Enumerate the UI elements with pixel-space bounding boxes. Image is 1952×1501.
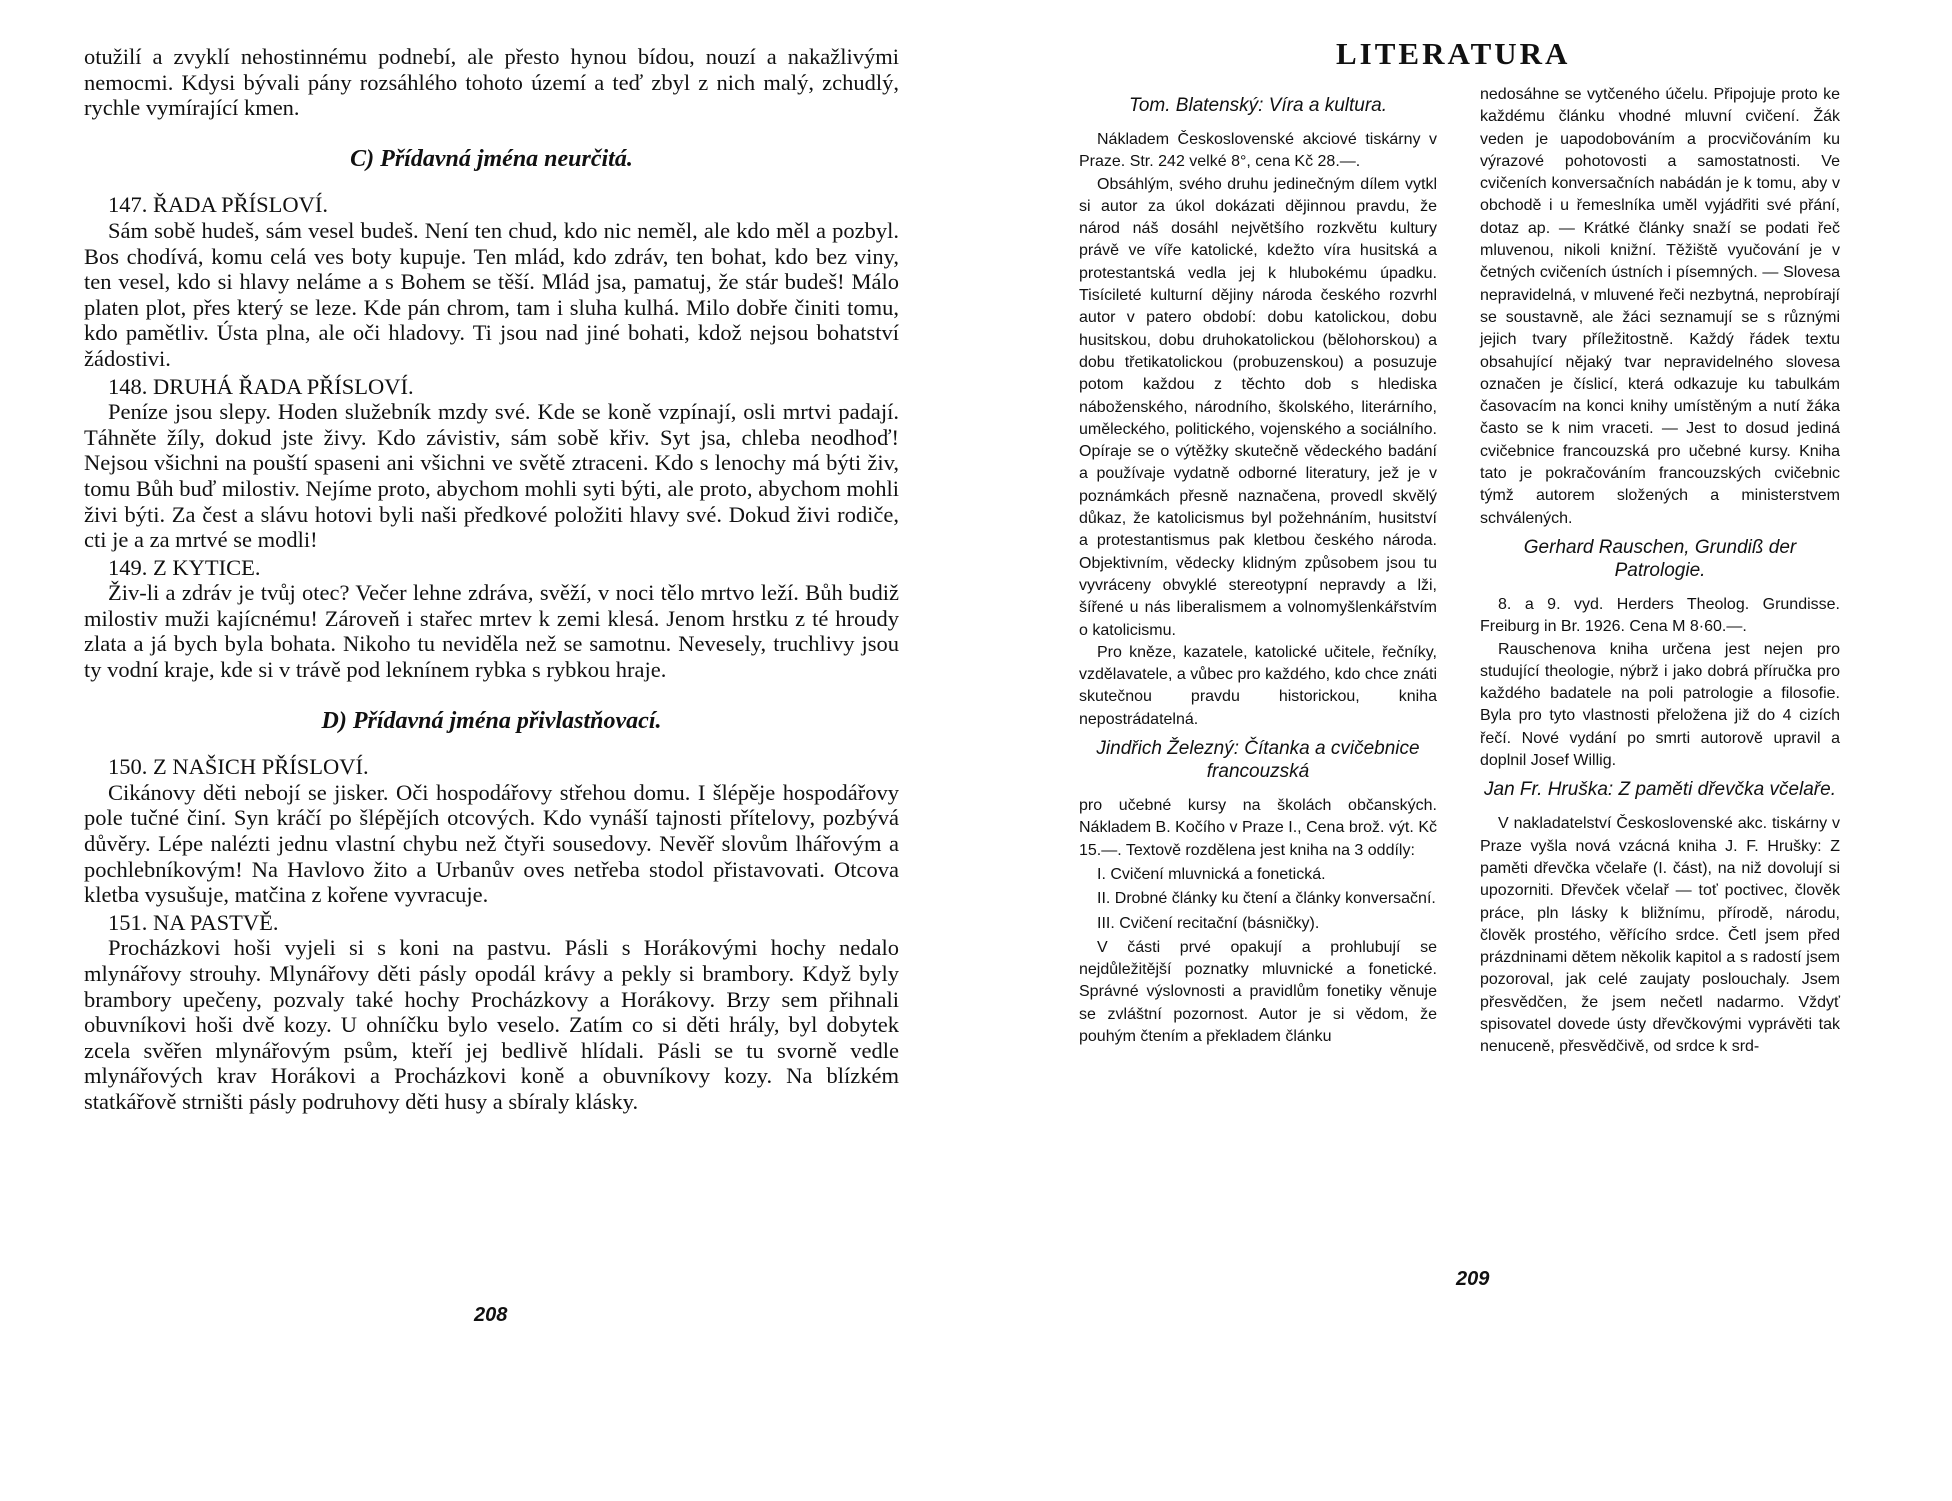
right-page	[976, 0, 1952, 1501]
paragraph-continued: otužilí a zvyklí nehostinnému podnebí, ale přesto hynou bídou, nouzí a nakažlivými nemocmi. Kdysi bývali pány rozsáhlého tohoto území a teď zbyl z nich malý, zchudlý, rychle vymírající kmen.	[84, 44, 899, 121]
section-heading-c: C) Přídavná jména neurčitá.	[350, 145, 633, 172]
review-paragraph: 8. a 9. vyd. Herders Theolog. Grundisse. Freiburg in Br. 1926. Cena M 8·60.—.	[1480, 595, 1840, 636]
exercise-150-text: Cikánovy děti nebojí se jisker. Oči hospodářovy střehou domu. I šlépěje hospodářovy pole tučné činí. Syn kráčí po šlépějích otcových. Kdo vynáší tajnosti přítelovy, pozbývá důvěry. Lépe nalézti jednu vlastní chybu než čtyři sousedovy. Nevěř slovům lhářovým a pochlebníkovým! Na Havlovo žito a Urbanův oves netřeba stodol přistavovati. Otcova kletba vysušuje, matčina z kořene vyvracuje.	[84, 779, 899, 908]
left-page-body	[84, 44, 899, 1115]
book-heading-hruska: Jan Fr. Hruška: Z paměti dřevčka včelaře.	[1484, 779, 1836, 801]
exercise-148-heading: 148. DRUHÁ ŘADA PŘÍSLOVÍ.	[108, 373, 414, 399]
column-right	[1480, 84, 1840, 1059]
review-paragraph: pro učebné kursy na školách občanských. Nákladem B. Kočího v Praze I., Cena brož. výt. Kč 15.—. Textově rozdělena jest kniha na 3 oddíly:	[1079, 797, 1437, 859]
review-paragraph: Nákladem Československé akciové tiskárny v Praze. Str. 242 velké 8°, cena Kč 28.—.	[1079, 131, 1437, 171]
exercise-151-heading: 151. NA PASTVĚ.	[108, 909, 279, 935]
book-heading-blatensky: Tom. Blatenský: Víra a kultura.	[1128, 95, 1388, 116]
exercise-147-text: Sám sobě hudeš, sám vesel budeš. Není ten chud, kdo nic neměl, ale kdo měl a pozbyl. Bos chodívá, komu celá ves boty kupuje. Ten mlád, kdo zdráv, ten bohat, kdo bez viny, ten vesel, kdo si hlavy neláme a s Bohem se těší. Mlád jsa, pamatuj, že stár budeš! Málo platen plot, přes který se leze. Kde pán chrom, tam i sluha kulhá. Milo dobře činiti tomu, kdo pamětliv. Ústa plna, ale oči hladovy. Ti jsou nad jiné bohati, kdož nejsou bohatství žádostivi.	[84, 217, 899, 371]
exercise-147-heading: 147. ŘADA PŘÍSLOVÍ.	[108, 192, 329, 218]
review-paragraph: Rauschenova kniha určena jest nejen pro studující theologie, nýbrž i jako dobrá příručka pro každého badatele na poli patrologie a filosofie. Byla pro tyto vlastnosti přeložena již do 4 cizích řečí. Nové vydání po smrti autorově upravil a doplnil Josef Willig.	[1480, 640, 1840, 770]
page-title: LITERATURA	[1336, 36, 1571, 71]
review-paragraph: Obsáhlým, svého druhu jedinečným dílem vytkl si autor za úkol dokázati dějinnou pravdu, že národ náš dosáhl největšího rozkvětu kultury právě ve víře katolické, kdežto víra husitská a protestantská vedla jej k hlubokému úpadku. Tisícileté kulturní dějiny národa českého rozvrhl autor v patero období: dobu katolickou, dobu husitskou, dobu druhokatolickou (bělohorskou) a dobu třetikatolickou (probuzenskou) a posuzuje potom každou z těchto dob s hlediska náboženského, národního, školského, literárního, uměleckého, politického, vojenského a sociálního. Opíraje se o výtěžky skutečně vědeckého badání a používaje vydatně odborné literatury, jež je v poznámkách přesně naznačena, provedl skvělý důkaz, že katolicismus byl požehnáním, husitství a protestantismus pak kletbou českého národa. Objektivním, vědecky klidným způsobem jsou tu vyvráceny obvyklé stereotypní nepravdy a lži, šířené u nás liberalismem a volnomyšlenkářstvím o katolicismu.	[1079, 175, 1437, 639]
review-paragraph: nedosáhne se vytčeného účelu. Připojuje proto ke každému článku vhodné mluvní cvičení. Žák veden je uapodobováním a procvičováním ku výrazové pohotovosti a samostatnosti. Ve cvičeních konversačních nabádán je k tomu, aby v obchodě i u řemeslníka uměl vyjádřiti své přání, dotaz ap. — Krátké články snaží se podati řeč mluvenou, nikoli knižní. Těžiště vyučování je v četných cvičeních ústních i písemných. — Slovesa nepravidelná, v mluvené řeči nezbytná, neprobírají se soustavně, ale žáci seznamují se s různými jejich tvary příležitostně. Každý řádek textu obsahující nějaký tvar nepravidelného slovesa označen je číslicí, která odkazuje ku tabulkám časovacím na konci knihy umístěným a nutí žáka často se k nim vraceti. — Jest to dosud jediná cvičebnice francouzská pro učebné kursy. Kniha tato je pokračováním francouzských cvičebnic týmž autorem složených a ministerstvem schválených.	[1480, 86, 1840, 527]
exercise-151-text: Procházkovi hoši vyjeli si s koni na pastvu. Pásli s Horákovými hochy nedalo mlynářovy strouhy. Mlynářovy děti pásly opodál krávy a pekly si brambory. Když byly brambory upečeny, pozvaly také hochy Procházkovy a Horákovy. Brzy sem přihnali obuvníkovi hoši dvě kozy. U ohníčku bylo veselo. Zatím co si děti hrály, byl dobytek zcela svěřen mlynářovým psům, kteří jej bedlivě hlídali. Pásli se tu svorně vedle mlynářových krav Horákovi a Procházkovi koně a obuvníkovy kozy. Na blízkém statkářově strništi pásly podruhovy děti husy a sbíraly klásky.	[84, 935, 899, 1114]
review-paragraph: V části prvé opakují a prohlubují se nejdůležitější poznatky mluvnické a fonetické. Správné výslovnosti a pravidlům fonetiky věnuje se zvláštní pozornost. Autor je si vědom, že pouhým čtením a překladem článku	[1079, 938, 1437, 1045]
exercise-149-heading: 149. Z KYTICE.	[108, 554, 261, 580]
review-paragraph: V nakladatelství Československé akc. tiskárny v Praze vyšla nová vzácná kniha J. F. Hrušky: Z paměti dřevčka včelaře (I. část), na niž dovolují si upozorniti. Dřevček včelař — toť poctivec, člověk práce, pln lásky k bližnímu, přírodě, národu, člověk prostého, věřícího srdce. Četl jsem před prázdninami dětem několik kapitol a s radostí jsem pozoroval, jak celé zaujaty poslouchaly. Jsem přesvědčen, že jsem nečetl nadarmo. Vždyť spisovatel dovede ústy dřevčkovými vyprávěti tak nenuceně, přesvědčivě, od srdce k srd-	[1480, 815, 1840, 1056]
exercise-150-heading: 150. Z NAŠICH PŘÍSLOVÍ.	[108, 754, 369, 780]
page-number-right: 209	[1456, 1268, 1490, 1290]
list-item: II. Drobné články ku čtení a články konversační.	[1097, 890, 1436, 908]
exercise-149-text: Živ-li a zdráv je tvůj otec? Večer lehne zdráva, svěží, v noci tělo mrtvo leží. Bůh budiž milostiv muži kajícnému! Zároveň i stařec mrtev k zemi klesá. Jenom hrstku z té hroudy zlata a já bych byla bohata. Nikoho tu neviděla než se samotnu. Nevesely, truchlivy jsou ty vodní kraje, kde si v trávě pod leknínem rybka s rybkou hraje.	[84, 580, 899, 683]
section-heading-d: D) Přídavná jména přivlastňovací.	[321, 707, 662, 734]
review-paragraph: Pro kněze, kazatele, katolické učitele, řečníky, vzdělavatele, a vůbec pro každého, kdo chce znáti skutečnou pravdu historickou, kniha nepostrádatelná.	[1079, 643, 1437, 728]
list-item: I. Cvičení mluvnická a fonetická.	[1097, 865, 1326, 883]
book-heading-zelezny: Jindřich Železný: Čítanka a cvičebnice francouzská	[1096, 738, 1420, 783]
exercise-148-text: Peníze jsou slepy. Hoden služebník mzdy své. Kde se koně vzpínají, osli mrtvi padají. Táhněte žíly, dokud jste živy. Kdo závistiv, sám sobě křiv. Syt jsa, chleba neodhoď! Nejsou všichni na pouští spaseni ani všichni ve světě ztraceni. Kdo s lenochy má býti živ, tomu Bůh buď milostiv. Nejíme proto, abychom mohli syti býti, ale proto, abychom mohli živi býti. Za čest a slávu hotovi byli naši předkové položiti hlavy své. Dokud živi rodiče, cti je a za mrtvé se modli!	[84, 399, 899, 553]
page-number-left: 208	[474, 1304, 508, 1326]
list-item: III. Cvičení recitační (básničky).	[1097, 914, 1320, 932]
book-heading-rauschen: Gerhard Rauschen, Grundiß der Patrologie.	[1523, 536, 1797, 581]
column-left	[1079, 88, 1437, 1048]
